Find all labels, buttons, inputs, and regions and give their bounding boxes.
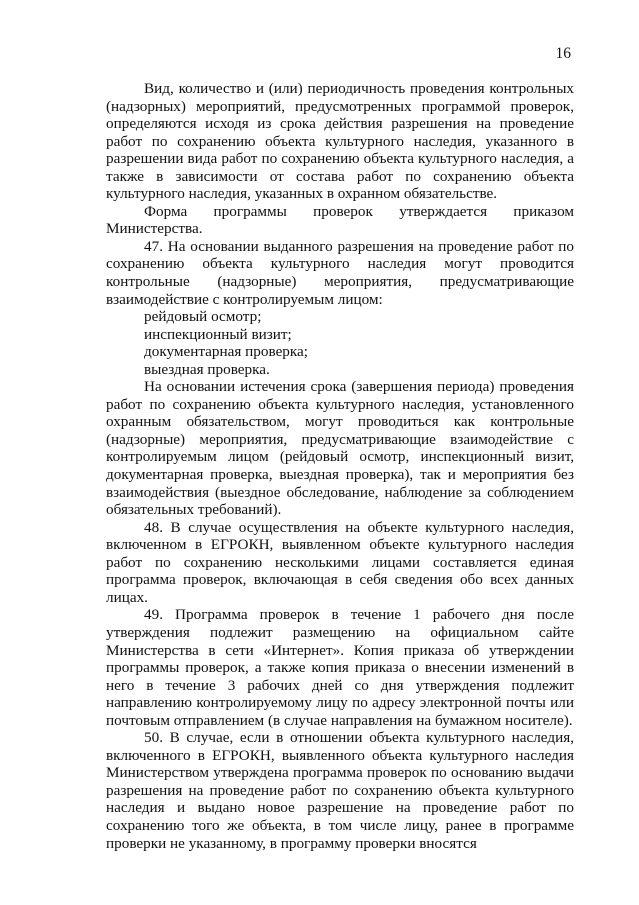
- paragraph-program-form: Форма программы проверок утверждается приказом Министерства.: [106, 202, 574, 238]
- list-item-field-check: выездная проверка.: [144, 360, 270, 378]
- paragraph-term-expiry: На основании истечения срока (завершения периода) проведения работ по сохранению объекта культурного наследия, установленного охранным обязательством, могут проводиться как контрольные (надзорные) мероприятия, предусматривающие взаимодействие с контролируемым лицом (рейдовый осмотр, инспекционный визит, документарная проверка, выездная проверка), так и мероприятия без взаимодействия (выездное обследование, наблюдение за соблюдением обязательных требований).: [106, 378, 574, 519]
- page-number: 16: [555, 45, 571, 62]
- document-body: [106, 80, 574, 852]
- paragraph-47: 47. На основании выданного разрешения на проведение работ по сохранению объекта культурного наследия могут проводится контрольные (надзорные) мероприятия, предусматривающие взаимодействие с контролируемым лицом:: [106, 237, 574, 308]
- list-item-raid-inspection: рейдовый осмотр;: [144, 308, 262, 326]
- list-item-inspection-visit: инспекционный визит;: [144, 325, 292, 343]
- paragraph-48: 48. В случае осуществления на объекте культурного наследия, включенном в ЕГРОКН, выявленном объекте культурного наследия работ по сохранению несколькими лицами составляется единая программа проверок, включающая в себя сведения обо всех данных лицах.: [106, 518, 574, 606]
- paragraph-49: 49. Программа проверок в течение 1 рабочего дня после утверждения подлежит размещению на официальном сайте Министерства в сети «Интернет». Копия приказа об утверждении программы проверок, а также копия приказа о внесении изменений в него в течение 3 рабочих дней со дня утверждения подлежит направлению контролируемому лицу по адресу электронной почты или почтовым отправлением (в случае направления на бумажном носителе).: [106, 606, 574, 729]
- paragraph-50: 50. В случае, если в отношении объекта культурного наследия, включенного в ЕГРОКН, выявленного объекта культурного наследия Министерством утверждена программа проверок по основанию выдачи разрешения на проведение работ по сохранению объекта культурного наследия и выдано новое разрешение на проведение работ по сохранению того же объекта, в том числе лицу, ранее в программе проверки не указанному, в программу проверки вносятся: [106, 729, 574, 852]
- paragraph-inspection-scope: Вид, количество и (или) периодичность проведения контрольных (надзорных) мероприятий, предусмотренных программой проверок, определяются исходя из срока действия разрешения на проведение работ по сохранению объекта культурного наследия, указанного в разрешении вида работ по сохранению объекта культурного наследия, а также в зависимости от состава работ по сохранению объекта культурного наследия, указанных в охранном обязательстве.: [106, 80, 574, 203]
- list-item-documentary-check: документарная проверка;: [144, 343, 309, 361]
